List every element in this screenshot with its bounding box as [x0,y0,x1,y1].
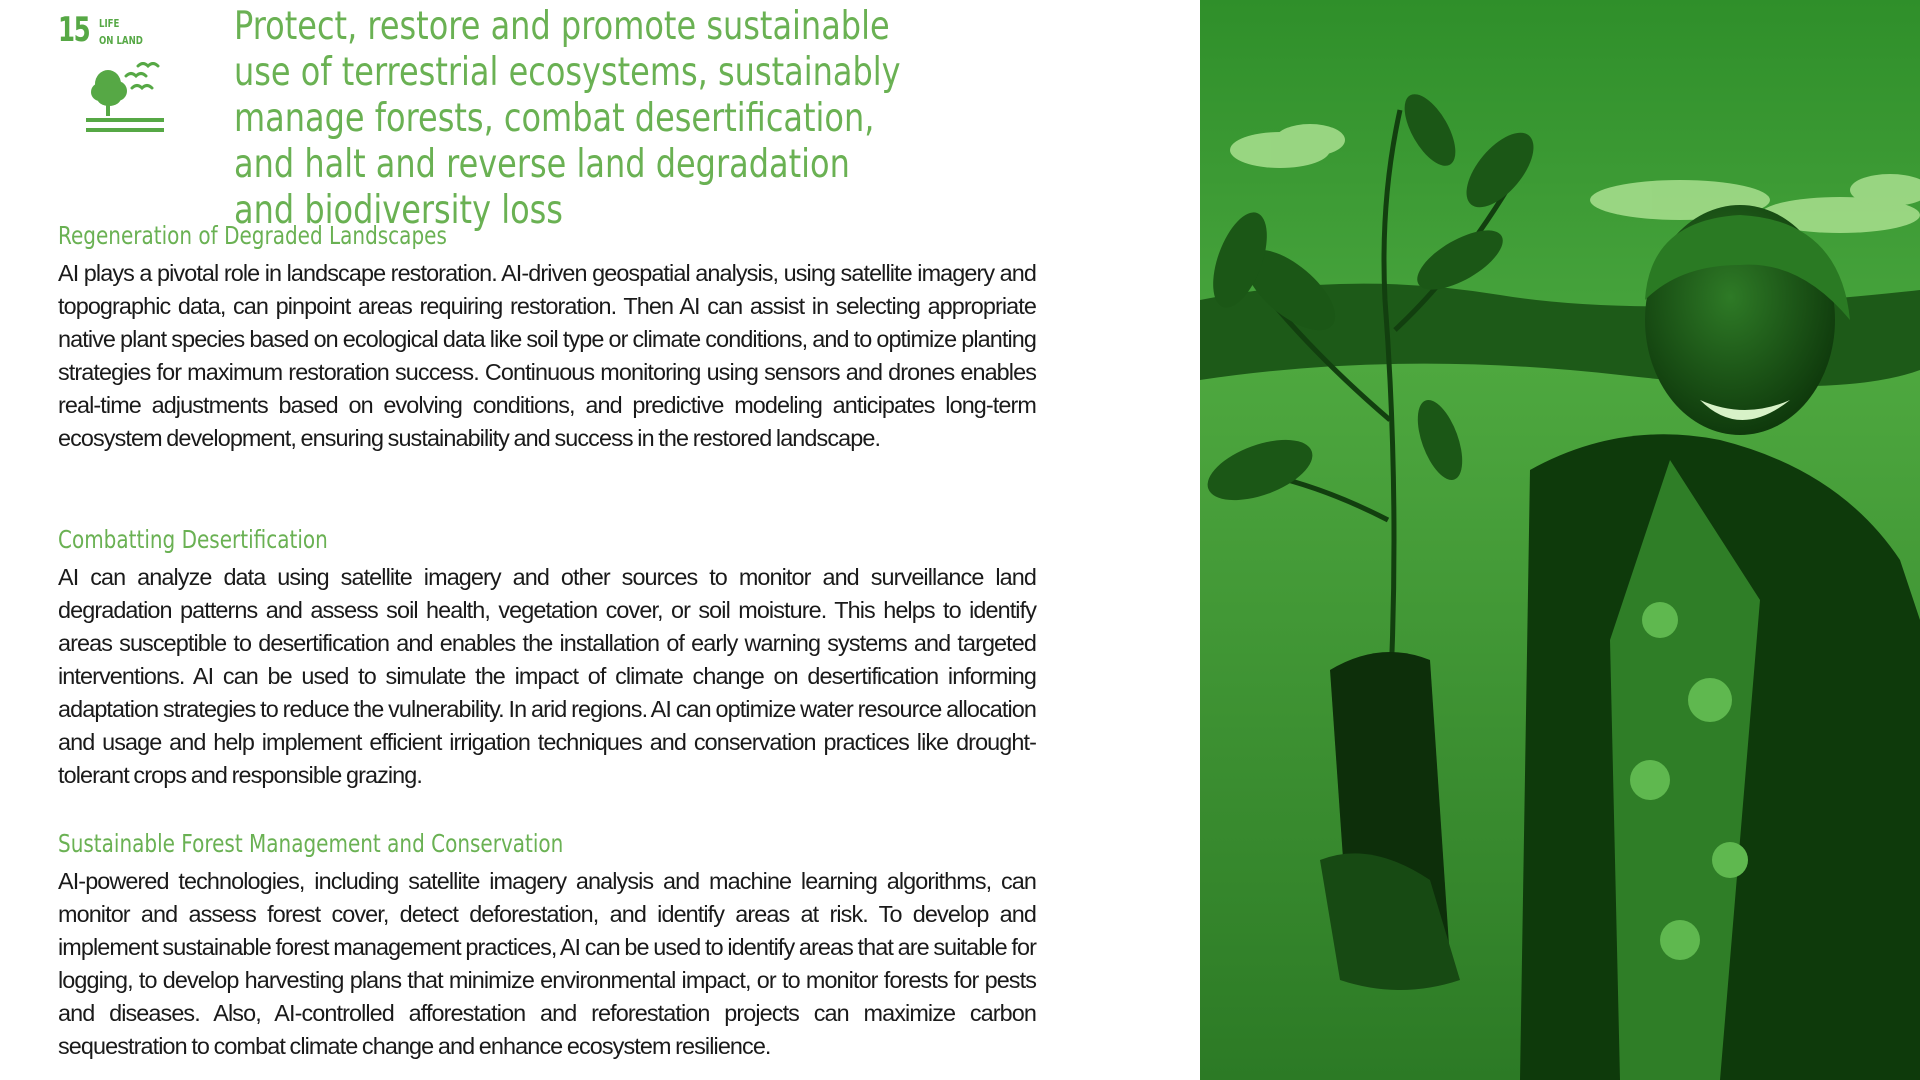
sdg-label-line2: ON LAND [99,34,143,47]
section-body: AI can analyze data using satellite imagery and other sources to monitor and surveillance land degradation patterns and assess soil health, vegetation cover, or soil moisture. This helps to identify areas susceptible to desertification and enables the installation of early warning systems and targeted interventions. AI can be used to simulate the impact of climate change on desertification informing adaptation strategies to reduce the vulnerability. In arid regions. AI can optimize water resource allocation and usage and help implement efficient irrigation techniques and conservation practices like drought-tolerant crops and responsible grazing. [58,564,1036,788]
sdg-number: 15 [58,10,90,50]
section-body: AI plays a pivotal role in landscape restoration. AI-driven geospatial analysis, using satellite imagery and topographic data, can pinpoint areas requiring restoration. Then AI can assist in selecting appropriate native plant species based on ecological data like soil type or climate conditions, and to optimize planting strategies for maximum restoration success. Continuous monitoring using sensors and drones enables real-time adjustments based on evolving conditions, and predictive modeling anticipates long-term ecosystem development, ensuring sustainability and success in the restored landscape. [58,260,1036,451]
section-body: AI-powered technologies, including satellite imagery analysis and machine learning algorithms, can monitor and assess forest cover, detect deforestation, and identify areas at risk. To develop and implement sustainable forest management practices, AI can be used to identify areas that are suitable for logging, to develop harvesting plans that minimize environmental impact, or to monitor forests for pests and diseases. Also, AI-controlled afforestation and reforestation projects can maximize carbon sequestration to combat climate change and enhance ecosystem resilience. [58,868,1036,1059]
section-desertification [58,525,1036,792]
tree-and-birds-icon [86,62,176,150]
photo-illustration [1200,0,1920,1080]
section-heading: Combatting Desertification [58,525,328,554]
page-title: Protect, restore and promote sustainable use of terrestrial ecosystems, sustainably manage forests, combat desertification, and halt and reverse land degradation and biodiversity loss [234,4,901,233]
photo-woman-holding-seedling [1200,0,1920,1080]
section-heading: Regeneration of Degraded Landscapes [58,221,447,250]
sdg-badge [58,10,178,140]
section-heading: Sustainable Forest Management and Conservation [58,829,564,858]
sdg-label-line1: LIFE [99,17,120,30]
sdg-label [99,15,143,49]
section-forest-management [58,829,1036,1063]
section-regeneration [58,221,1036,455]
